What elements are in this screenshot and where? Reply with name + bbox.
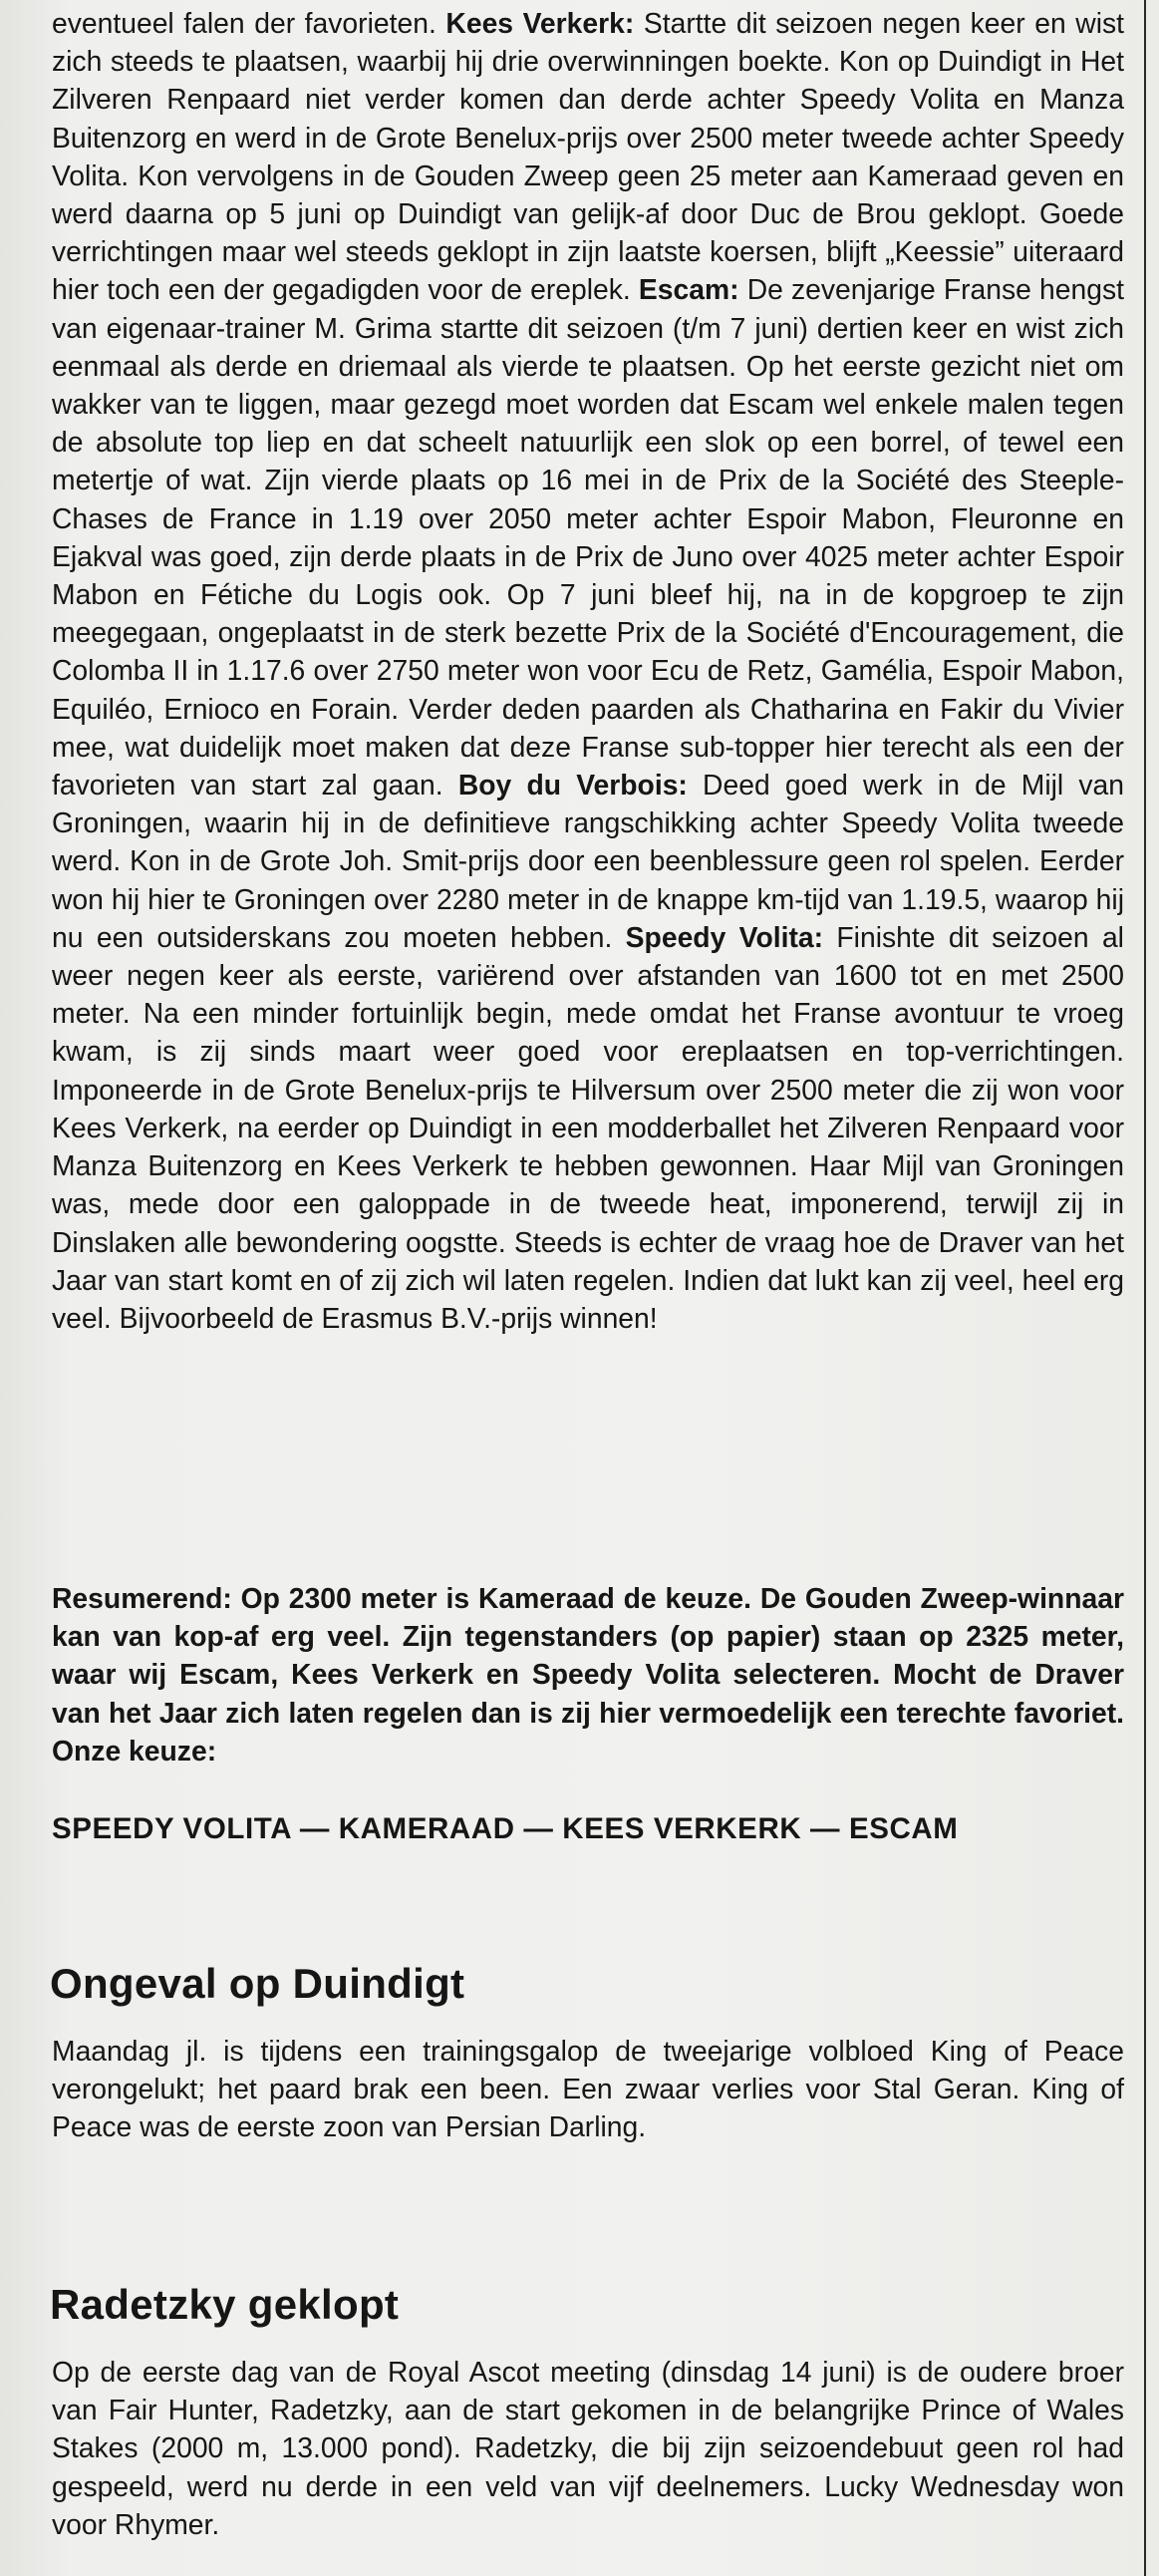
text-segment: Startte dit seizoen negen keer en wist zich steeds te plaatsen, waarbij hij drie overwinningen boekte. Kon op Duindigt in Het Zilveren Renpaard niet verder komen dan derde achter Speedy Volita en Manza Buitenzorg en werd in de Grote Benelux-prijs over 2500 meter tweede achter Speedy Volita. Kon vervolgens in de Gouden Zweep geen 25 meter aan Kameraad geven en werd daarna op 5 juni op Duindigt van gelijk-af door Duc de Brou geklopt. Goede verrichtingen maar wel steeds geklopt in zijn laatste koersen, blijft „Keessie” uiteraard hier toch een der gegadigden voor de ereplek. xyxy=(52,7,1125,306)
headline-ongeval: Ongeval op Duindigt xyxy=(50,1960,465,2007)
horse-name-speedy-volita: Speedy Volita: xyxy=(625,920,824,953)
text-segment: De zevenjarige Franse hengst van eigenaar-trainer M. Grima startte dit seizoen (t/m 7 juni) dertien keer en wist zich eenmaal als derde en driemaal als vierde te plaatsen. Op het eerste gezicht niet om wakker van te liggen, maar gezegd moet worden dat Escam wel enkele malen tegen de absolute top liep en dat scheelt natuurlijk een slok op een borrel, of tewel een metertje of wat. Zijn vierde plaats op 16 mei in de Prix de la Société des Steeple-Chases de France in 1.19 over 2050 meter achter Espoir Mabon, Fleuronne en Ejakval was goed, zijn derde plaats in de Prix de Juno over 4025 meter achter Espoir Mabon en Fétiche du Logis ook. Op 7 juni bleef hij, na in de kopgroep te zijn meegegaan, ongeplaatst in de sterk bezette Prix de la Société d'Encouragement, die Colomba II in 1.17.6 over 2750 meter won voor Ecu de Retz, Gamélia, Espoir Mabon, Equiléo, Ernioco en Forain. Verder deden paarden als Chatharina en Fakir du Vivier mee, wat duidelijk moet maken dat deze Franse sub-topper hier terecht als een der favorieten van start zal gaan. xyxy=(52,273,1124,802)
horse-name-kees-verkerk: Kees Verkerk: xyxy=(445,7,635,39)
column-rule xyxy=(1144,0,1146,2576)
horse-name-escam: Escam: xyxy=(638,273,739,306)
horse-name-boy-du-verbois: Boy du Verbois: xyxy=(457,769,688,802)
article-radetzky-body: Op de eerste dag van de Royal Ascot meeting (dinsdag 14 juni) is de oudere broer van Fair Hunter, Radetzky, aan de start gekomen in de belangrijke Prince of Wales Stakes (2000 m, 13.000 pond). Radetzky, die bij zijn seizoendebuut geen rol had gespeeld, werd nu derde in een veld van vijf deelnemers. Lucky Wednesday won voor Rhymer. xyxy=(52,2356,1124,2540)
article-ongeval-body: Maandag jl. is tijdens een trainingsgalop de tweejarige volbloed King of Peace verongelukt; het paard brak een been. Een zwaar verlies voor Stal Geran. King of Peace was de eerste zoon van Persian Darling. xyxy=(52,2035,1124,2143)
article-horse-analysis-body xyxy=(52,4,1124,1337)
selection-picks: SPEEDY VOLITA — KAMERAAD — KEES VERKERK — ESCAM xyxy=(52,1812,959,1845)
text-segment: Deed goed werk in de Mijl van Groningen, waarin hij in de definitieve rangschikking achter Speedy Volita tweede werd. Kon in de Grote Joh. Smit-prijs door een beenblessure geen rol spelen. Eerder won hij hier te Groningen over 2280 meter in de knappe km-tijd van 1.19.5, waarop hij nu een outsiderskans zou moeten hebben. xyxy=(52,769,1125,953)
article-summary: Resumerend: Op 2300 meter is Kameraad de keuze. De Gouden Zweep-winnaar kan van kop-af erg veel. Zijn tegenstanders (op papier) staan op 2325 meter, waar wij Escam, Kees Verkerk en Speedy Volita selecteren. Mocht de Draver van het Jaar zich laten regelen dan is zij hier vermoedelijk een terechte favoriet. Onze keuze: xyxy=(52,1582,1124,1767)
headline-radetzky: Radetzky geklopt xyxy=(50,2281,400,2328)
text-segment: eventueel falen der favorieten. xyxy=(52,7,446,39)
text-segment: Finishte dit seizoen al weer negen keer als eerste, variërend over afstanden van 1600 tot en met 2500 meter. Na een minder fortuinlijk begin, mede omdat het Franse avontuur te vroeg kwam, is zij sinds maart weer goed voor ereplaatsen en top-verrichtingen. Imponeerde in de Grote Benelux-prijs te Hilversum over 2500 meter die zij won voor Kees Verkerk, na eerder op Duindigt in een modderballet het Zilveren Renpaard voor Manza Buitenzorg en Kees Verkerk te hebben gewonnen. Haar Mijl van Groningen was, mede door een galoppade in de tweede heat, imponerend, terwijl zij in Dinslaken alle bewondering oogstte. Steeds is echter de vraag hoe de Draver van het Jaar van start komt en of zij zich wil laten regelen. Indien dat lukt kan zij veel, heel erg veel. Bijvoorbeeld de Erasmus B.V.-prijs winnen! xyxy=(52,920,1124,1334)
